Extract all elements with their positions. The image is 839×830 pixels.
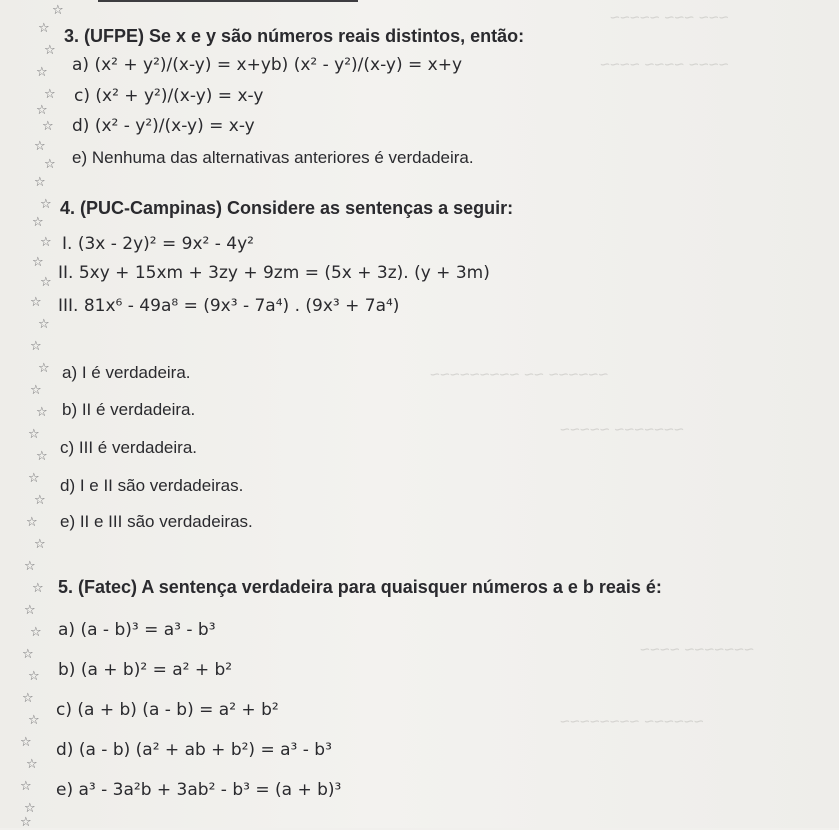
star-outline-icon: ☆ — [44, 87, 56, 102]
star-outline-icon: ☆ — [38, 21, 50, 36]
star-outline-icon: ☆ — [32, 215, 44, 230]
star-outline-icon: ☆ — [40, 235, 52, 250]
star-outline-icon: ☆ — [28, 713, 40, 728]
star-outline-icon: ☆ — [36, 449, 48, 464]
q3-option-d: d) (x² - y²)/(x-y) = x-y — [72, 116, 255, 136]
bleed-through: ~~~~~~ ~~ ~~~~~~~~~ — [430, 365, 609, 384]
star-outline-icon: ☆ — [36, 103, 48, 118]
star-outline-icon: ☆ — [40, 197, 52, 212]
q4-option-c: c) III é verdadeira. — [60, 438, 198, 457]
star-outline-icon: ☆ — [38, 361, 50, 376]
q4-sentence-2 — [58, 263, 490, 283]
q3-option-a-b: a) (x² + y²)/(x-y) = x+yb) (x² - y²)/(x-y) = x+y — [72, 55, 463, 75]
star-outline-icon: ☆ — [36, 65, 48, 80]
q4-sentence-3 — [58, 296, 399, 316]
q5-option-c: c) (a + b) (a - b) = a² + b² — [56, 700, 279, 720]
q3-option-e: e) Nenhuma das alternativas anteriores é verdadeira. — [72, 148, 474, 167]
star-outline-icon: ☆ — [32, 581, 44, 596]
q5-option-b: b) (a + b)² = a² + b² — [58, 660, 233, 680]
q4-sentence-1-text: (3x - 2y)² = 9x² - 4y² — [77, 234, 254, 254]
star-outline-icon: ☆ — [34, 139, 46, 154]
star-outline-icon: ☆ — [42, 119, 54, 134]
q4-option-e: e) II e III são verdadeiras. — [60, 512, 253, 531]
q5-option-e: e) a³ - 3a²b + 3ab² - b³ = (a + b)³ — [56, 780, 342, 800]
bleed-through: ~~~~ ~~~~ ~~~~ — [600, 55, 729, 74]
star-bullets-column — [0, 0, 64, 830]
q5-option-a: a) (a - b)³ = a³ - b³ — [58, 620, 216, 640]
star-outline-icon: ☆ — [28, 471, 40, 486]
star-outline-icon: ☆ — [40, 275, 52, 290]
q4-option-b: b) II é verdadeira. — [62, 400, 196, 419]
star-outline-icon: ☆ — [22, 691, 34, 706]
q4-sentence-2-text: 5xy + 15xm + 3zy + 9zm = (5x + 3z). (y + 3m) — [78, 263, 490, 283]
bleed-through: ~~~~~~~ ~~~~ — [640, 640, 754, 659]
q4-sentence-3-text: 81x⁶ - 49a⁸ = (9x³ - 7a⁴) . (9x³ + 7a⁴) — [83, 296, 400, 316]
star-outline-icon: ☆ — [24, 603, 36, 618]
star-outline-icon: ☆ — [34, 537, 46, 552]
q5-title: 5. (Fatec) A sentença verdadeira para quaisquer números a e b reais é: — [58, 577, 662, 597]
star-outline-icon: ☆ — [20, 779, 32, 794]
top-rule — [98, 0, 358, 2]
star-outline-icon: ☆ — [20, 735, 32, 750]
q3-option-c: c) (x² + y²)/(x-y) = x-y — [74, 86, 264, 106]
star-outline-icon: ☆ — [28, 669, 40, 684]
bleed-through: ~~~~~~~ ~~~~~ — [560, 420, 684, 439]
star-outline-icon: ☆ — [52, 3, 64, 18]
q4-sentence-3-label: III. — [58, 296, 79, 316]
star-outline-icon: ☆ — [28, 427, 40, 442]
q4-title: 4. (PUC-Campinas) Considere as sentenças a seguir: — [60, 198, 514, 218]
bleed-through: ~~~ ~~~ ~~~~~ — [610, 8, 729, 27]
star-outline-icon: ☆ — [44, 43, 56, 58]
q4-sentence-1-label: I. — [62, 234, 73, 254]
star-outline-icon: ☆ — [30, 339, 42, 354]
star-outline-icon: ☆ — [22, 647, 34, 662]
bleed-through: ~~~~~~ ~~~~~~~~ — [560, 712, 704, 731]
star-outline-icon: ☆ — [24, 559, 36, 574]
star-outline-icon: ☆ — [38, 317, 50, 332]
star-outline-icon: ☆ — [20, 815, 32, 830]
star-outline-icon: ☆ — [44, 157, 56, 172]
q5-option-d: d) (a - b) (a² + ab + b²) = a³ - b³ — [56, 740, 332, 760]
star-outline-icon: ☆ — [30, 383, 42, 398]
q3-title: 3. (UFPE) Se x e y são números reais distintos, então: — [64, 26, 525, 46]
star-outline-icon: ☆ — [34, 493, 46, 508]
star-outline-icon: ☆ — [30, 295, 42, 310]
star-outline-icon: ☆ — [26, 757, 38, 772]
star-outline-icon: ☆ — [24, 801, 36, 816]
star-outline-icon: ☆ — [30, 625, 42, 640]
star-outline-icon: ☆ — [34, 175, 46, 190]
q4-option-a: a) I é verdadeira. — [62, 363, 191, 382]
q4-sentence-2-label: II. — [58, 263, 74, 283]
star-outline-icon: ☆ — [36, 405, 48, 420]
q4-sentence-1 — [62, 234, 254, 254]
star-outline-icon: ☆ — [26, 515, 38, 530]
q4-option-d: d) I e II são verdadeiras. — [60, 476, 244, 495]
star-outline-icon: ☆ — [32, 255, 44, 270]
